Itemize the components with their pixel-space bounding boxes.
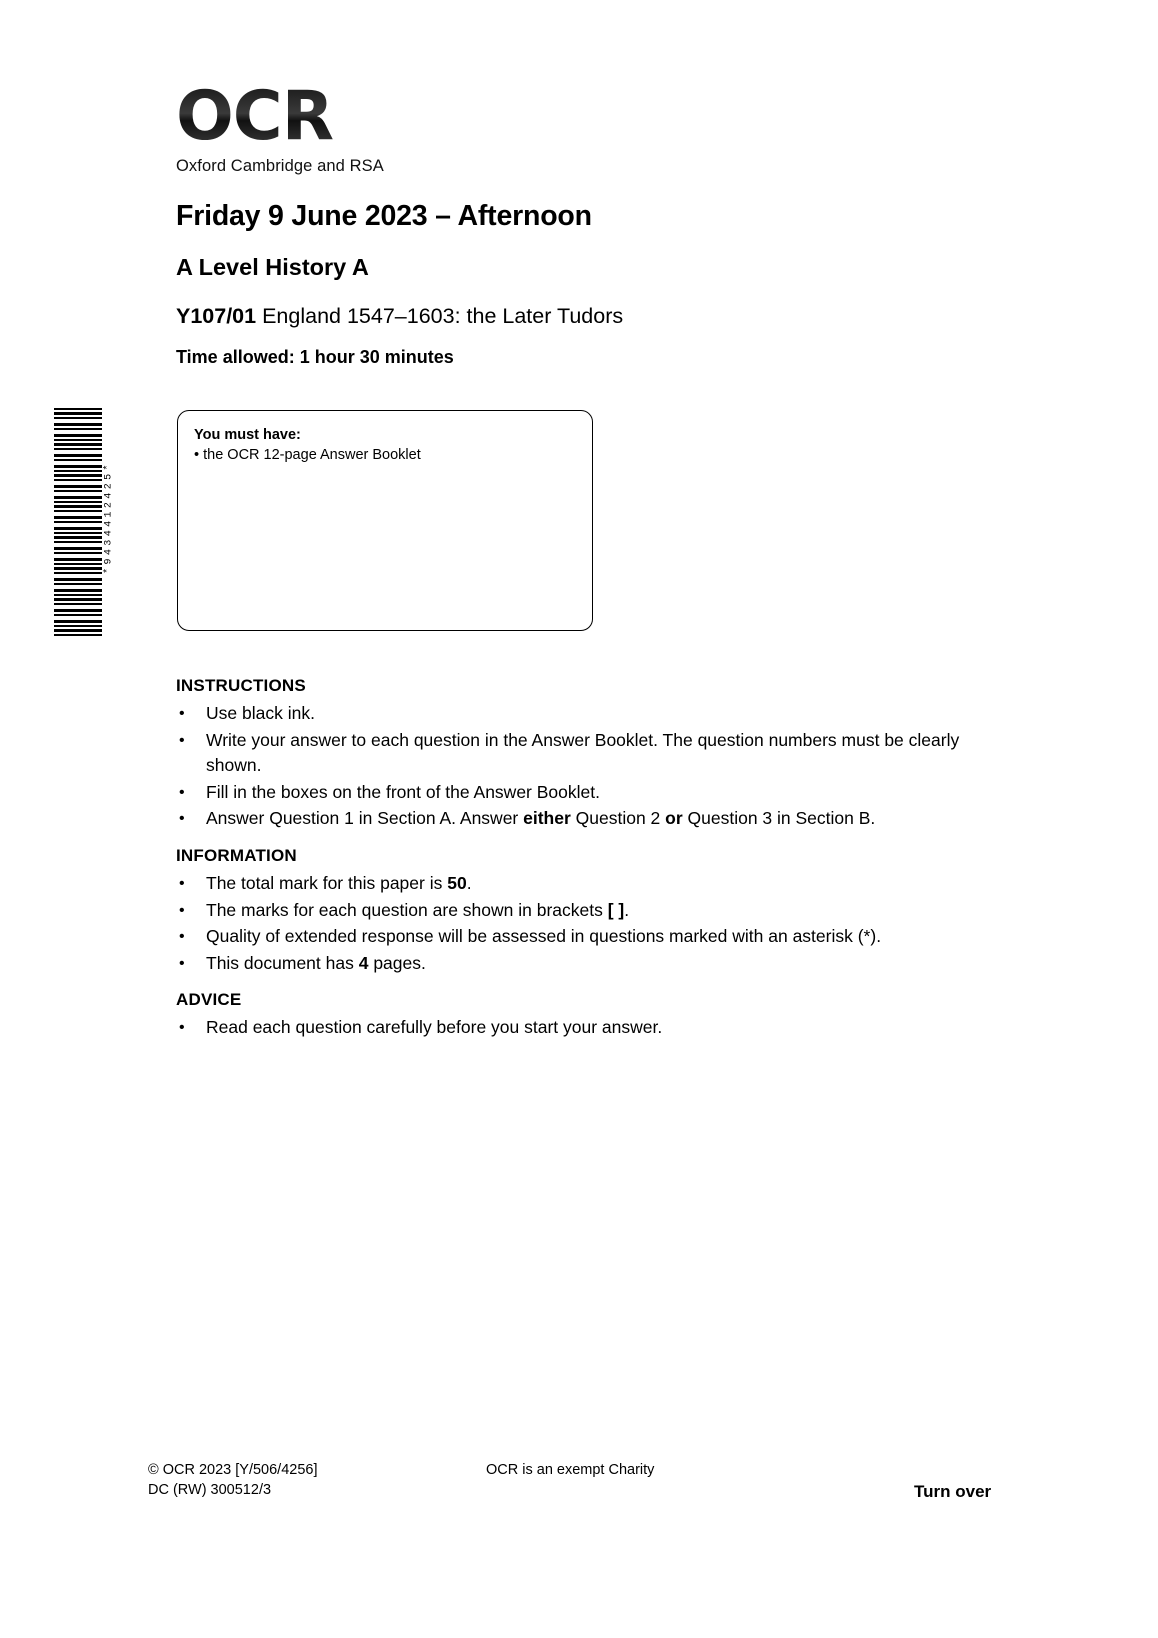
information-list [176,871,1006,976]
footer-left [148,1460,317,1500]
must-have-box [177,410,593,631]
barcode [40,408,115,640]
instructions-section [176,676,1006,833]
advice-section [176,990,1006,1042]
ocr-logo-subtitle: Oxford Cambridge and RSA [176,157,384,175]
advice-list [176,1015,1006,1041]
list-item: • Fill in the boxes on the front of the Answer Booklet. [176,780,1006,806]
qualification-title: A Level History A [176,254,369,280]
page-footer [0,1460,1158,1520]
information-section [176,846,1006,977]
list-item: • This document has 4 pages. [176,951,1006,977]
barcode-icon [54,408,102,640]
list-item: • The total mark for this paper is 50. [176,871,1006,897]
charity-note: OCR is an exempt Charity [486,1462,655,1478]
exam-date-session: Friday 9 June 2023 – Afternoon [176,200,592,232]
ocr-logo-mark: OCR [176,80,384,154]
barcode-number: *9434412425* [103,461,115,574]
turn-over-label: Turn over [914,1482,992,1501]
list-item: • Use black ink. [176,701,1006,727]
list-item-text: Answer Question 1 in Section A. Answer either Question 2 or Question 3 in Section B. [206,808,876,828]
list-item: • Quality of extended response will be assessed in questions marked with an asterisk (*). [176,924,1006,950]
copyright-line: © OCR 2023 [Y/506/4256] [148,1462,318,1478]
list-item: • The marks for each question are shown in brackets [ ]. [176,898,1006,924]
unit-title: England 1547–1603: the Later Tudors [262,304,624,328]
document-code: DC (RW) 300512/3 [148,1482,272,1498]
ocr-logo [176,77,384,176]
advice-title: ADVICE [176,990,242,1009]
information-title: INFORMATION [176,846,297,865]
must-have-title: You must have: [194,427,301,443]
list-item: • Read each question carefully before you start your answer. [176,1015,1006,1041]
time-allowed: Time allowed: 1 hour 30 minutes [176,347,454,367]
unit-line [176,304,623,329]
instructions-title: INSTRUCTIONS [176,676,306,695]
list-item [176,806,1006,832]
list-item: • Write your answer to each question in the Answer Booklet. The question numbers must be clearly shown. [176,728,1006,779]
unit-code: Y107/01 [176,304,257,328]
instructions-list [176,701,1006,832]
must-have-item: • the OCR 12-page Answer Booklet [194,447,421,463]
